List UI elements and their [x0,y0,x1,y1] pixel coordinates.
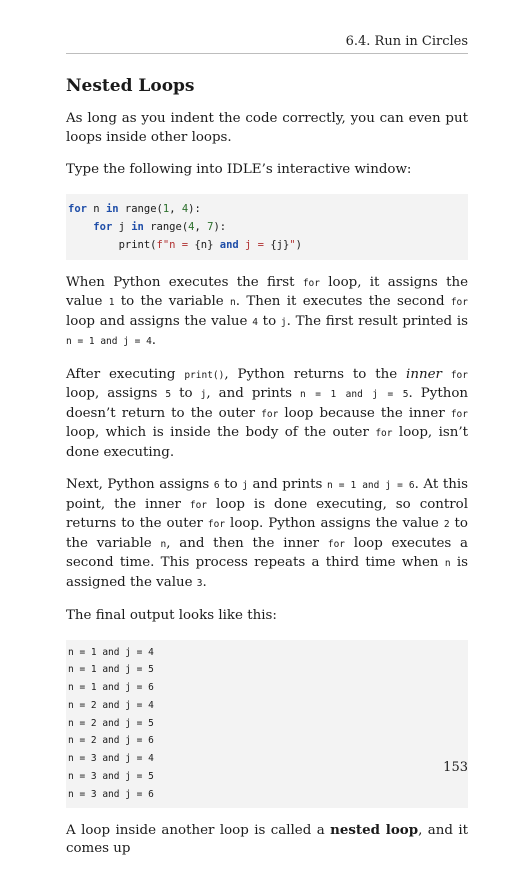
paragraph-instruction: Type the following into IDLE’s interactive window: [66,162,412,177]
code-block [66,194,468,260]
code-line-3: print(f"n = {n} and j = {j}") [118,238,302,251]
paragraph-inner-loop: After executing print(), Python returns to the inner for loop, assigns 5 to j, and prints n = 1 and j = 5. Python doesn’t return to the outer for loop because the inner for loop, which is inside the body of the outer for loop, isn’t done executing. [66,366,469,460]
output-line: n = 1 and j = 5 [68,664,154,676]
output-line: n = 2 and j = 5 [68,717,154,729]
code-line-2: for j in range(4, 7): [93,220,227,233]
output-line: n = 2 and j = 4 [68,699,154,711]
page-content [66,74,468,873]
output-line: n = 1 and j = 4 [68,646,154,658]
paragraph-nested-definition: A loop inside another loop is called a nested loop, and it comes up [66,821,468,857]
paragraph-intro: As long as you indent the code correctly, you can even put loops inside other loops. [66,111,468,145]
output-line: n = 3 and j = 5 [68,771,154,783]
running-header: 6.4. Run in Circles [345,34,468,49]
output-line: n = 3 and j = 4 [68,753,154,765]
paragraph-first-iteration: When Python executes the first for loop, it assigns the value 1 to the variable n. Then it executes the second for loop and assigns the value 4 to j. The first result printed is n = 1 and j = 4. [66,274,468,348]
output-line: n = 3 and j = 6 [68,788,154,800]
page-number: 153 [443,760,468,775]
paragraph-outer-loop: Next, Python assigns 6 to j and prints n = 1 and j = 6. At this point, the inner for loop is done executing, so control returns to the outer for loop. Python assigns the value 2 to the variable n, and then the inner for loop executes a second time. This process repeats a third time when n is assigned the value 3. [66,477,469,590]
code-line-1: for n in range(1, 4): [68,202,201,215]
paragraph-output-intro: The final output looks like this: [66,608,277,623]
header-rule [66,53,468,54]
section-heading: Nested Loops [66,76,195,96]
output-block [66,640,468,808]
output-line: n = 2 and j = 6 [68,735,154,747]
output-line: n = 1 and j = 6 [68,682,154,694]
